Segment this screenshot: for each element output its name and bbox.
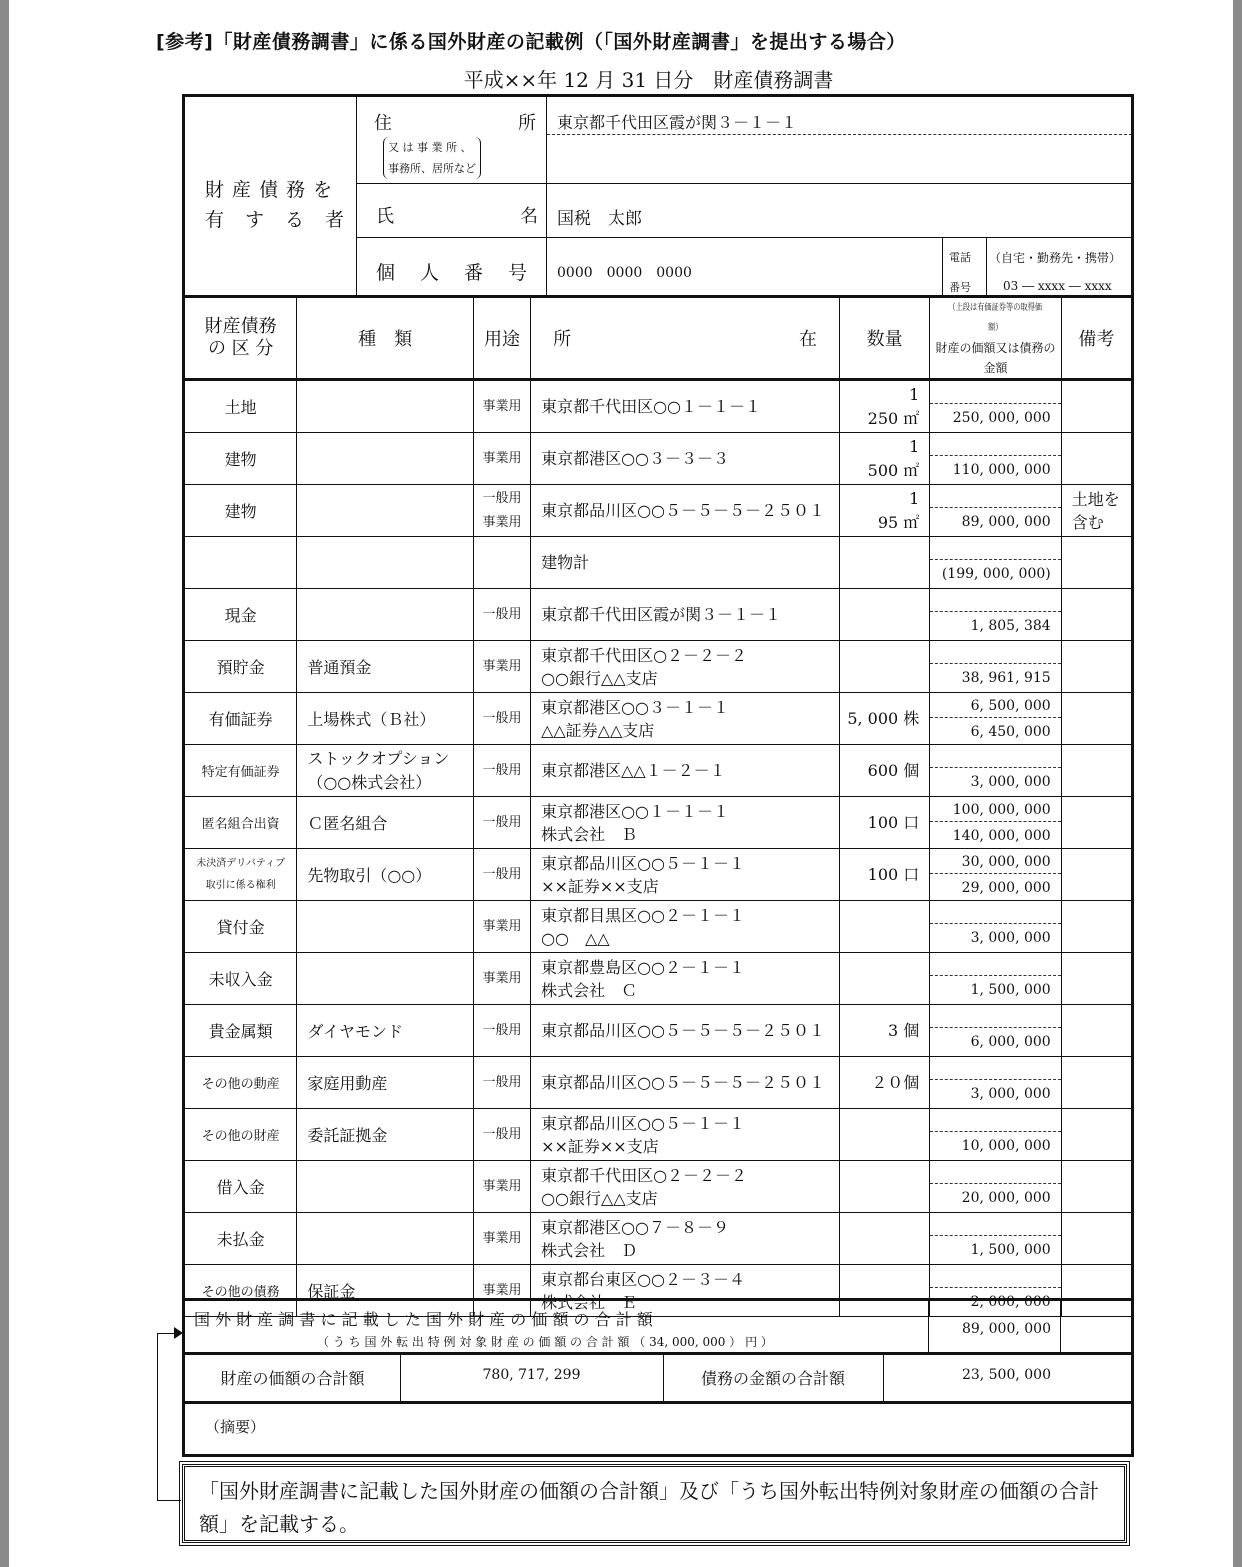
row-use: 一般用 事業用 (473, 485, 530, 537)
row-location: 東京都品川区○○５－５－５－２５０１ (531, 485, 840, 537)
row-use: 一般用 (473, 745, 530, 797)
row-value (930, 953, 1061, 1005)
row-location: 建物計 (531, 537, 840, 589)
name-value: 国税 太郎 (557, 209, 642, 229)
row-value-top (930, 433, 1060, 456)
row-value (930, 380, 1061, 433)
row-category: 貴金属類 (184, 1005, 297, 1057)
phone-label-2: 番号 (949, 281, 971, 294)
row-value (930, 1109, 1061, 1161)
row-use: 事業用 (473, 1161, 530, 1213)
debts-total-label: 債務の金額の合計額 (700, 1369, 845, 1388)
row-type: 普通預金 (297, 641, 474, 693)
row-type (297, 953, 474, 1005)
form-title: 平成××年 12 月 31 日分 財産債務調書 (463, 68, 834, 92)
row-remarks (1061, 953, 1132, 1005)
row-remarks (1061, 849, 1132, 901)
row-type: 先物取引（○○） (297, 849, 474, 901)
col-remarks: 備考 (1061, 297, 1132, 380)
row-category: 特定有価証券 (184, 745, 297, 797)
row-value-top (930, 381, 1060, 404)
row-value-bottom: 89, 000, 000 (961, 514, 1051, 530)
row-value-top (930, 1057, 1060, 1080)
row-quantity (840, 901, 930, 953)
foreign-total-sub: （ う ち 国 外 転 出 特 例 対 象 財 産 の 価 額 の 合 計 額 （ 34, 000, 000 ） 円 ） (317, 1335, 773, 1349)
row-remarks (1061, 745, 1132, 797)
table-row (184, 1057, 1133, 1109)
row-value-top (930, 901, 1060, 924)
row-quantity: 1 250 ㎡ (840, 380, 930, 433)
row-category: 建物 (184, 433, 297, 485)
row-category: 匿名組合出資 (184, 797, 297, 849)
row-value (930, 641, 1061, 693)
row-use: 一般用 (473, 849, 530, 901)
table-row (184, 849, 1133, 901)
row-value (930, 433, 1061, 485)
row-value-top (930, 589, 1060, 612)
row-remarks (1061, 1161, 1132, 1213)
row-use: 一般用 (473, 1057, 530, 1109)
row-category: その他の動産 (184, 1057, 297, 1109)
row-category: 土地 (184, 380, 297, 433)
row-remarks (1061, 693, 1132, 745)
row-remarks (1061, 1057, 1132, 1109)
row-value-bottom: 20, 000, 000 (961, 1190, 1051, 1206)
row-category: その他の財産 (184, 1109, 297, 1161)
mynumber-value: 0000 0000 0000 (557, 265, 692, 281)
row-use: 一般用 (473, 1005, 530, 1057)
name-label: 氏 名 (376, 206, 538, 227)
totals-row (182, 1352, 1134, 1404)
row-type (297, 1161, 474, 1213)
row-value (930, 1057, 1061, 1109)
table-row (184, 1213, 1133, 1265)
table-row (184, 1109, 1133, 1161)
row-value-bottom: 1, 500, 000 (970, 1242, 1051, 1258)
row-use: 一般用 (473, 797, 530, 849)
row-value-top: 30, 000, 000 (930, 849, 1060, 874)
row-value-top (930, 1265, 1060, 1288)
assets-total-label: 財産の価額の合計額 (220, 1369, 365, 1388)
row-remarks (1061, 1109, 1132, 1161)
row-location: 東京都千代田区○○１－１－１ (531, 380, 840, 433)
row-location: 東京都港区○○７－８－９ 株式会社 Ｄ (531, 1213, 840, 1265)
owner-label-2: 有 す る 者 (205, 209, 346, 231)
row-use: 事業用 (473, 380, 530, 433)
table-header-row (184, 297, 1133, 380)
table-row (184, 953, 1133, 1005)
row-quantity (840, 537, 930, 589)
phone-note: （自宅・勤務先・携帯） (989, 251, 1122, 265)
row-value-top (930, 641, 1060, 664)
row-location: 東京都品川区○○５－５－５－２５０１ (531, 1005, 840, 1057)
row-use: 事業用 (473, 901, 530, 953)
row-use (473, 537, 530, 589)
row-location: 東京都港区○○１－１－１ 株式会社 Ｂ (531, 797, 840, 849)
row-quantity (840, 1109, 930, 1161)
foreign-total-row (182, 1298, 1134, 1355)
row-remarks: 土地を 含む (1061, 485, 1132, 537)
mynumber-label: 個 人 番 号 (376, 262, 531, 284)
row-category: 貸付金 (184, 901, 297, 953)
row-value-top (930, 537, 1060, 560)
address-value: 東京都千代田区霞が関３－１－１ (557, 113, 798, 132)
row-category: 有価証券 (184, 693, 297, 745)
row-type (297, 485, 474, 537)
row-value-top: 100, 000, 000 (930, 797, 1060, 822)
row-value (930, 537, 1061, 589)
row-value-bottom: 3, 000, 000 (970, 1086, 1051, 1102)
table-row (184, 485, 1133, 537)
foreign-total-label: 国 外 財 産 調 書 に 記 載 し た 国 外 財 産 の 価 額 の 合 計 額 (194, 1310, 653, 1329)
row-value-bottom: (199, 000, 000) (941, 566, 1051, 582)
row-use: 事業用 (473, 953, 530, 1005)
row-use: 事業用 (473, 1213, 530, 1265)
row-type (297, 380, 474, 433)
row-value (930, 589, 1061, 641)
page-edge-left (0, 0, 9, 1567)
row-type: ストックオプション （○○株式会社） (297, 745, 474, 797)
row-value-bottom: 10, 000, 000 (961, 1138, 1051, 1154)
col-quantity: 数量 (840, 297, 930, 380)
table-row (184, 589, 1133, 641)
row-value (930, 1161, 1061, 1213)
table-row (184, 745, 1133, 797)
row-location: 東京都千代田区○２－２－２ ○○銀行△△支店 (531, 1161, 840, 1213)
row-value-top (930, 1109, 1060, 1132)
assets-table (182, 295, 1134, 1317)
row-value-bottom: 6, 450, 000 (970, 724, 1051, 740)
owner-section (182, 94, 1134, 297)
arrow-right-icon (174, 1327, 183, 1339)
row-value-bottom: 110, 000, 000 (952, 462, 1051, 478)
foreign-total-value: 89, 000, 000 (961, 1321, 1051, 1337)
row-location: 東京都港区○○３－１－１ △△証券△△支店 (531, 693, 840, 745)
row-location: 東京都品川区○○５－１－１ ××証券××支店 (531, 1109, 840, 1161)
table-row (184, 901, 1133, 953)
row-quantity (840, 953, 930, 1005)
row-remarks (1061, 589, 1132, 641)
table-row (184, 433, 1133, 485)
row-location: 東京都品川区○○５－１－１ ××証券××支店 (531, 849, 840, 901)
row-value-bottom: 6, 000, 000 (970, 1034, 1051, 1050)
row-quantity (840, 589, 930, 641)
row-quantity: 1 500 ㎡ (840, 433, 930, 485)
col-value: （上段は有価証券等の取得価額） 財産の価額又は債務の金額 (930, 297, 1061, 380)
document-heading: [参考]「財産債務調書」に係る国外財産の記載例（「国外財産調書」を提出する場合） (156, 31, 906, 53)
row-location: 東京都台東区○○２－３－４ 株式会社 Ｅ (531, 1265, 840, 1317)
row-location: 東京都千代田区○２－２－２ ○○銀行△△支店 (531, 641, 840, 693)
row-use: 一般用 (473, 1109, 530, 1161)
row-value (930, 693, 1061, 745)
row-type: 委託証拠金 (297, 1109, 474, 1161)
row-category: 未決済デリバティブ 取引に係る権利 (184, 849, 297, 901)
row-value-bottom: 29, 000, 000 (961, 880, 1051, 896)
row-quantity: 100 口 (840, 797, 930, 849)
row-value (930, 797, 1061, 849)
row-quantity: 600 個 (840, 745, 930, 797)
row-value-bottom: 140, 000, 000 (952, 828, 1051, 844)
row-category: 現金 (184, 589, 297, 641)
row-location: 東京都品川区○○５－５－５－２５０１ (531, 1057, 840, 1109)
debts-total-value: 23, 500, 000 (961, 1367, 1051, 1383)
row-value-bottom: 3, 000, 000 (970, 930, 1051, 946)
row-value-top (930, 485, 1060, 508)
row-location: 東京都港区△△１－２－１ (531, 745, 840, 797)
row-remarks (1061, 380, 1132, 433)
col-type: 種 類 (297, 297, 474, 380)
address-label: 住 所 (374, 113, 536, 134)
address-sublabel: 又 は 事 業 所 、 事務所、居所など (383, 137, 481, 179)
row-remarks (1061, 901, 1132, 953)
row-remarks (1061, 797, 1132, 849)
callout-bracket (157, 1333, 158, 1501)
row-value-top (930, 1161, 1060, 1184)
row-quantity: 3 個 (840, 1005, 930, 1057)
assets-total-value: 780, 717, 299 (482, 1367, 581, 1383)
row-type: Ｃ匿名組合 (297, 797, 474, 849)
col-location: 所 在 (531, 297, 840, 380)
row-quantity (840, 1213, 930, 1265)
table-row (184, 693, 1133, 745)
table-row (184, 380, 1133, 433)
page-edge-right (1233, 0, 1242, 1567)
row-location: 東京都千代田区霞が関３－１－１ (531, 589, 840, 641)
row-category: 未収入金 (184, 953, 297, 1005)
row-type (297, 1213, 474, 1265)
row-value (930, 1213, 1061, 1265)
callout-note: 「国外財産調書に記載した国外財産の価額の合計額」及び「うち国外転出特例対象財産の価額の合計額」を記載する。 (182, 1464, 1127, 1543)
row-value-bottom: 1, 500, 000 (970, 982, 1051, 998)
row-type (297, 901, 474, 953)
table-row (184, 537, 1133, 589)
row-value-top (930, 953, 1060, 976)
row-quantity: 5, 000 株 (840, 693, 930, 745)
row-value-bottom: 3, 000, 000 (970, 774, 1051, 790)
row-value (930, 1005, 1061, 1057)
row-location: 東京都豊島区○○２－１－１ 株式会社 Ｃ (531, 953, 840, 1005)
row-category: 建物 (184, 485, 297, 537)
row-remarks (1061, 433, 1132, 485)
row-remarks (1061, 1213, 1132, 1265)
row-quantity (840, 1161, 930, 1213)
row-type (297, 433, 474, 485)
row-value-bottom: 38, 961, 915 (961, 670, 1051, 686)
row-category: その他の債務 (184, 1265, 297, 1317)
row-quantity: 1 95 ㎡ (840, 485, 930, 537)
row-type: 上場株式（Ｂ社） (297, 693, 474, 745)
row-value-top (930, 745, 1060, 768)
row-value-bottom: 1, 805, 384 (970, 618, 1051, 634)
row-location: 東京都港区○○３－３－３ (531, 433, 840, 485)
table-row (184, 797, 1133, 849)
row-remarks (1061, 641, 1132, 693)
owner-label: 財 産 債 務 を (205, 179, 334, 201)
row-category: 借入金 (184, 1161, 297, 1213)
phone-label: 電話 (949, 251, 971, 264)
row-value (930, 901, 1061, 953)
row-value-top (930, 1005, 1060, 1028)
row-quantity: ２０個 (840, 1057, 930, 1109)
row-type: 家庭用動産 (297, 1057, 474, 1109)
row-remarks (1061, 537, 1132, 589)
row-value-top (930, 1213, 1060, 1236)
row-type (297, 537, 474, 589)
callout-bracket-bottom (157, 1500, 181, 1501)
row-use: 一般用 (473, 589, 530, 641)
row-category: 未払金 (184, 1213, 297, 1265)
memo-label: （摘要） (205, 1418, 266, 1436)
row-type: 保証金 (297, 1265, 474, 1317)
row-use: 事業用 (473, 641, 530, 693)
row-value-bottom: 250, 000, 000 (952, 410, 1051, 426)
row-use: 事業用 (473, 433, 530, 485)
row-type: ダイヤモンド (297, 1005, 474, 1057)
row-location: 東京都目黒区○○２－１－１ ○○ △△ (531, 901, 840, 953)
row-value (930, 485, 1061, 537)
row-category: 預貯金 (184, 641, 297, 693)
row-use: 事業用 (473, 1265, 530, 1317)
table-row (184, 1005, 1133, 1057)
row-value (930, 849, 1061, 901)
row-remarks (1061, 1005, 1132, 1057)
row-quantity: 100 口 (840, 849, 930, 901)
row-type (297, 589, 474, 641)
phone-value: 03 ― xxxx ― xxxx (1003, 279, 1112, 293)
col-category: 財産債務 の 区 分 (184, 297, 297, 380)
col-use: 用途 (473, 297, 530, 380)
row-value-bottom: 2, 000, 000 (970, 1294, 1051, 1310)
row-use: 一般用 (473, 693, 530, 745)
row-value (930, 745, 1061, 797)
row-quantity (840, 641, 930, 693)
row-category (184, 537, 297, 589)
table-row (184, 1161, 1133, 1213)
row-value-top: 6, 500, 000 (930, 693, 1060, 718)
memo-row (182, 1401, 1134, 1457)
table-row (184, 641, 1133, 693)
